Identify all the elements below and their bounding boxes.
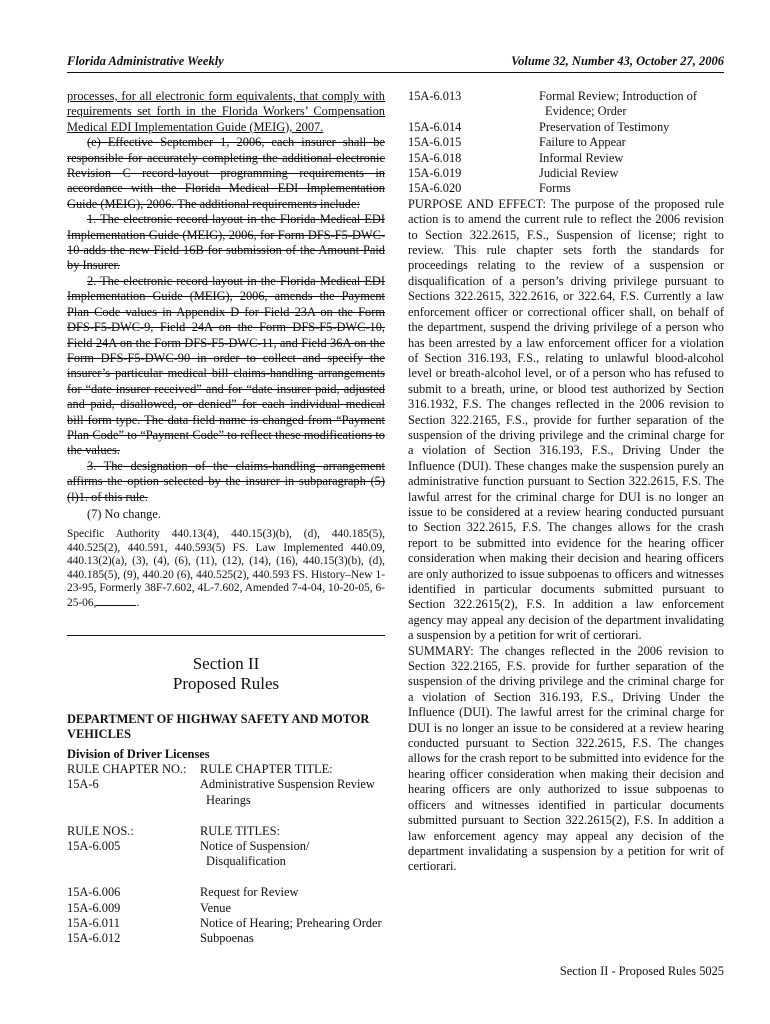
rule-row <box>67 839 385 870</box>
header-rule <box>67 72 724 73</box>
amendment-date-blank <box>96 595 136 606</box>
rule-row <box>408 89 724 120</box>
struck-paragraph-2: 2. The electronic record layout in the Florida Medical EDI Implementation Guide (MEIG), 2006, amends the Payment Plan Code values in Appendix D for Field 23A on the Form DFS-F5-DWC-9, Field 24A on the Form DFS-F5-DWC-10, Field 24A on the Form DFS-F5-DWC-11, and Field 36A on the Form DFS-F5-DWC-90 in order to collect and specify the insurer’s particular medical bill claims-handling arrangements for “date insurer received” and for “date insurer paid, adjusted and paid, disallowed, or denied” for each individual medical bill form type. The data field name is changed from “Payment Plan Code” to “Payment Code” to reflect these modifications to the values. <box>67 273 385 458</box>
rule-row <box>67 885 385 900</box>
section-name: Proposed Rules <box>172 673 280 693</box>
section-heading <box>67 654 385 694</box>
rule-title: Subpoenas <box>200 931 254 946</box>
rule-title: Venue <box>200 900 231 915</box>
rule-row <box>408 135 724 150</box>
rule-number: 15A-6.019 <box>408 166 462 181</box>
rule-number: 15A-6.012 <box>67 931 121 946</box>
rule-label-row <box>67 824 385 839</box>
rule-row <box>67 916 385 931</box>
chapter-row <box>67 777 385 808</box>
summary: SUMMARY: The changes reflected in the 2006 revision to Section 322.2165, F.S. provide for further separation of the suspension of the driving privilege and the criminal charge for a violation of Section 316.193, F.S., Driving Under the Influence (DUI). The lawful arrest for the criminal charge for DUI is no longer an issue to be considered at a review hearing conducted pursuant to Section 322.2615, F.S. The changes allows for the crash report to be submitted into evidence for the hearing officer consideration when making their decision and hearing officers are only authorized to issue subpoenas to officers and witnesses identified in particular documents submitted pursuant to Section 322.2615(2), F.S. In addition a law enforcement agency may appeal any decision of the department invalidating a suspension by a petition for writ of certiorari. <box>408 643 724 874</box>
rule-title: Preservation of Testimony <box>539 119 670 134</box>
running-header <box>67 54 724 72</box>
right-column <box>408 89 724 875</box>
rule-nos-label: RULE NOS.: <box>67 823 134 838</box>
underlined-paragraph: processes, for all electronic form equivalents, that comply with requirements set forth in the Florida Workers’ Compensation Medical EDI Implementation Guide (MEIG), 2007. <box>67 89 385 134</box>
chapter-no-label: RULE CHAPTER NO.: <box>67 762 187 777</box>
rule-title: Formal Review; Introduction of Evidence; Order <box>539 89 697 119</box>
rule-number: 15A-6.005 <box>67 839 121 854</box>
rule-row <box>408 151 724 166</box>
rule-number: 15A-6.014 <box>408 119 462 134</box>
department-name: DEPARTMENT OF HIGHWAY SAFETY AND MOTOR VEHICLES <box>67 711 370 742</box>
rule-number: 15A-6.018 <box>408 150 462 165</box>
left-column <box>67 89 385 947</box>
chapter-title: Administrative Suspension Review Hearings <box>200 777 375 807</box>
chapter-title-label: RULE CHAPTER TITLE: <box>200 762 333 777</box>
rule-number: 15A-6.011 <box>67 916 120 931</box>
rule-number: 15A-6.020 <box>408 181 462 196</box>
publication-title: Florida Administrative Weekly <box>67 54 224 68</box>
struck-paragraph-3: 3. The designation of the claims-handling arrangement affirms the option selected by the insurer in subparagraph (5)(l)1. of this rule. <box>67 458 385 504</box>
chapter-number: 15A-6 <box>67 777 99 792</box>
rule-row <box>67 901 385 916</box>
chapter-label-row <box>67 762 385 777</box>
struck-paragraph-1: 1. The electronic record layout in the Florida Medical EDI Implementation Guide (MEIG), 2006, for Form DFS-F5-DWC-10 adds the new Field 16B for submission of the Amount Paid by Insurer. <box>67 212 385 273</box>
rule-number: 15A-6.009 <box>67 900 121 915</box>
rule-title: Judicial Review <box>539 166 619 181</box>
purpose-and-effect: PURPOSE AND EFFECT: The purpose of the proposed rule action is to amend the current rule to reflect the 2006 revision to Section 322.2615, F.S., Suspension of license; right to review. This rule chapter sets forth the standards for proceedings relating to the review of a suspension or disqualification of a person’s driving privilege pursuant to Sections 322.2615, 322.2616, or 322.64, F.S. Currently a law enforcement officer or correctional officer shall, on behalf of the department, suspend the driving privilege of a person who has been arrested by a law enforcement officer for a violation of Section 316.193, F.S., relating to unlawful blood-alcohol level or breath-alcohol level, or of a person who has refused to submit to a breath, urine, or blood test authorized by Section 316.1932, F.S. The changes reflected in the 2006 revision to Section 322.2165, F.S., provide for further separation of the suspension of the driving privilege and the criminal charge for a violation of Section 316.193, F.S., Driving Under the Influence (DUI). These changes make the suspension purely an administrative function pursuant to Section 322.2615, F.S. The lawful arrest for the criminal charge for DUI is no longer an issue to be considered at a review hearing conducted pursuant to Section 322.2615, F.S. The changes allows for the crash report to be submitted into evidence for the hearing officer consideration when making their decision and hearing officers are only authorized to issue subpoenas to officers and witnesses identified in particular documents submitted pursuant to Section 322.2615(2), F.S. In addition a law enforcement agency may appeal any decision of the department invalidating a suspension by a petition for writ of certiorari. <box>408 196 724 643</box>
rule-title: Notice of Hearing; Prehearing Order <box>200 916 382 931</box>
section-number: Section II <box>192 653 260 673</box>
rule-title: Failure to Appear <box>539 135 626 150</box>
rule-number: 15A-6.013 <box>408 89 462 103</box>
section-divider <box>67 635 385 636</box>
page-footer: Section II - Proposed Rules 5025 <box>559 964 724 978</box>
rule-number: 15A-6.015 <box>408 135 462 150</box>
authority-citation: Specific Authority 440.13(4), 440.15(3)(b), (d), 440.185(5), 440.525(2), 440.591, 440.593(5) FS. Law Implemented 440.09, 440.13(2)(a), (3), (4), (6), (11), (12), (14), (16), 440.15(3)(b), (d), 440.185(5), (9), 440.20 (6), 440.525(2), 440.593 FS. History–New 1-23-95, Formerly 38F-7.602, 4L-7.602, Amended 7-4-04, 10-20-05, 6-25-06, . <box>67 528 385 610</box>
division-name: Division of Driver Licenses <box>67 746 210 761</box>
rule-title: Notice of Suspension/ Disqualification <box>200 839 310 869</box>
rule-titles-label: RULE TITLES: <box>200 823 280 838</box>
rule-row <box>408 181 724 196</box>
issue-info: Volume 32, Number 43, October 27, 2006 <box>511 54 724 68</box>
struck-paragraph-e: (e) Effective September 1, 2006, each insurer shall be responsible for accurately completing the additional electronic Revision C record-layout programming requirements in accordance with the Florida Medical EDI Implementation Guide (MEIG), 2006. The additional requirements include: <box>67 135 385 211</box>
rule-title: Forms <box>539 181 571 196</box>
rule-row <box>408 166 724 181</box>
no-change-paragraph: (7) No change. <box>87 506 161 521</box>
rule-row <box>67 931 385 946</box>
rule-number: 15A-6.006 <box>67 885 121 900</box>
rule-title: Request for Review <box>200 885 299 900</box>
rule-title: Informal Review <box>539 150 624 165</box>
rule-row <box>408 120 724 135</box>
